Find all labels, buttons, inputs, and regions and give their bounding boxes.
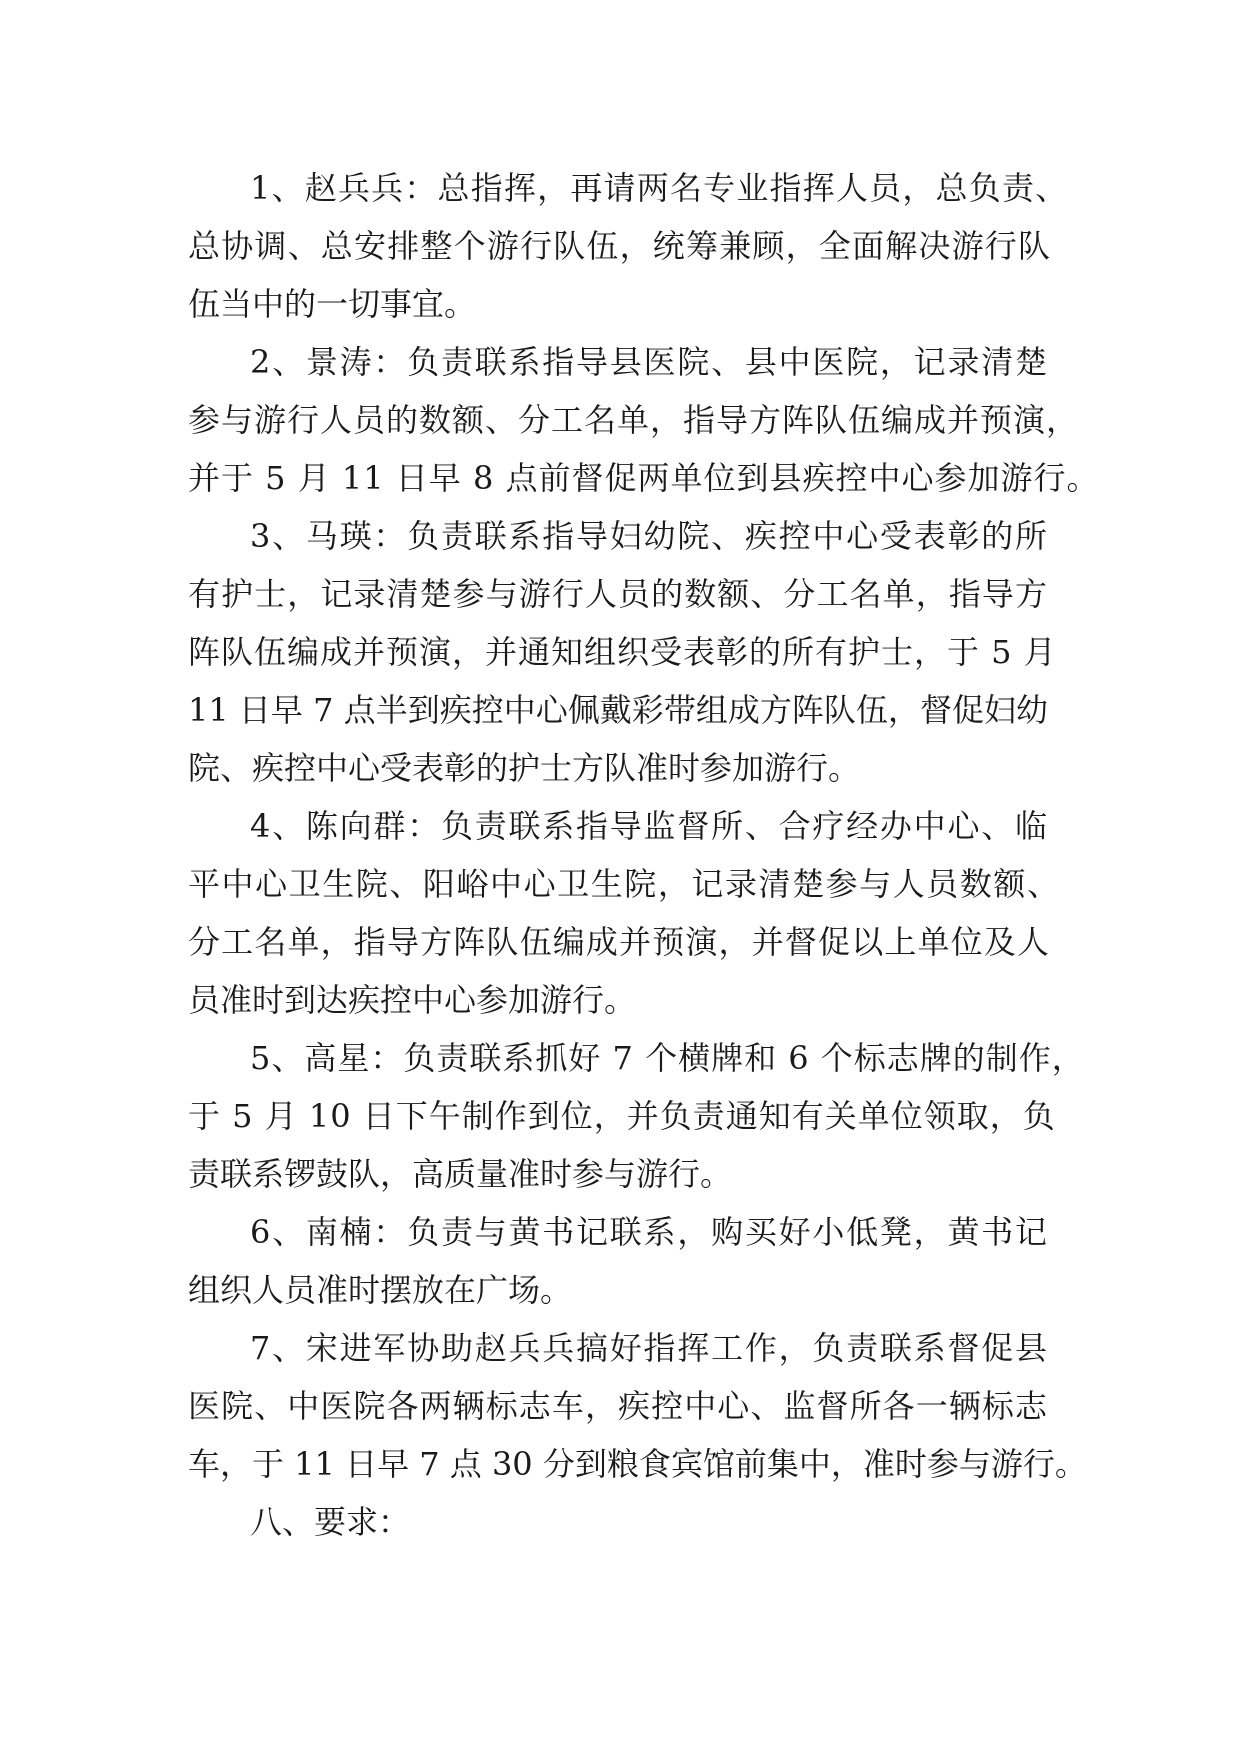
text-line: 伍当中的一切事宜。 <box>188 285 477 323</box>
text-line: 责联系锣鼓队，高质量准时参与游行。 <box>188 1155 733 1193</box>
text-line: 车，于 11 日早 7 点 30 分到粮食宾馆前集中，准时参与游行。 <box>188 1445 1087 1483</box>
text-line: 医院、中医院各两辆标志车，疾控中心、监督所各一辆标志 <box>188 1387 1048 1425</box>
text-line: 总协调、总安排整个游行队伍，统筹兼顾，全面解决游行队 <box>188 227 1052 265</box>
text-line: 院、疾控中心受表彰的护士方队准时参加游行。 <box>188 749 861 787</box>
text-line: 组织人员准时摆放在广场。 <box>188 1271 573 1309</box>
text-line: 3、马瑛：负责联系指导妇幼院、疾控中心受表彰的所 <box>250 517 1048 555</box>
text-line: 2、景涛：负责联系指导县医院、县中医院，记录清楚 <box>250 343 1048 381</box>
text-line: 并于 5 月 11 日早 8 点前督促两单位到县疾控中心参加游行。 <box>188 459 1100 497</box>
section-heading: 八、要求： <box>250 1503 411 1541</box>
text-line: 4、陈向群：负责联系指导监督所、合疗经办中心、临 <box>250 807 1048 845</box>
text-line: 分工名单，指导方阵队伍编成并预演，并督促以上单位及人 <box>188 923 1050 961</box>
text-line: 11 日早 7 点半到疾控中心佩戴彩带组成方阵队伍，督促妇幼 <box>188 691 1048 729</box>
text-line: 7、宋进军协助赵兵兵搞好指挥工作，负责联系督促县 <box>250 1329 1048 1367</box>
text-line: 1、赵兵兵：总指挥，再请两名专业指挥人员，总负责、 <box>250 169 1069 207</box>
text-line: 参与游行人员的数额、分工名单，指导方阵队伍编成并预演， <box>188 401 1080 439</box>
text-line: 5、高星：负责联系抓好 7 个横牌和 6 个标志牌的制作， <box>250 1039 1085 1077</box>
text-line: 阵队伍编成并预演，并通知组织受表彰的所有护士，于 5 月 <box>188 633 1057 671</box>
text-line: 有护士，记录清楚参与游行人员的数额、分工名单，指导方 <box>188 575 1048 613</box>
text-line: 员准时到达疾控中心参加游行。 <box>188 981 637 1019</box>
text-line: 6、南楠：负责与黄书记联系，购买好小低凳，黄书记 <box>250 1213 1048 1251</box>
text-line: 平中心卫生院、阳峪中心卫生院，记录清楚参与人员数额、 <box>188 865 1060 903</box>
text-line: 于 5 月 10 日下午制作到位，并负责通知有关单位领取，负 <box>188 1097 1056 1135</box>
